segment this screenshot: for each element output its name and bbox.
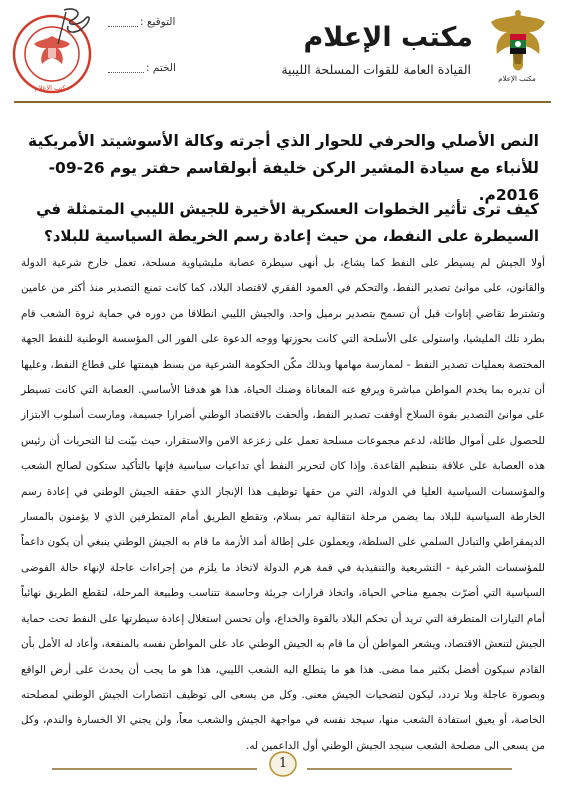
document-title: النص الأصلي والحرفي للحوار الذي أجرته وكالة الأسوشيتد الأمريكية للأنباء مع سيادة المشير الركن خليفة أبولقاسم حفتر يوم 26-09-2016م. xyxy=(28,132,539,204)
office-subtitle: القيادة العامة للقوات المسلحة الليبية xyxy=(281,62,471,77)
interview-answer: أولا الجيش لم يسيطر على النفط كما يشاع، بل أنهى سيطرة عصابة مليشياوية مسلحة، تعمل خارج شرعية الدولة والقانون، على موانئ تصدير النفط، والتحكم في العمود الفقري لاقتصاد البلاد، كما كانت تمنع التصدير منذ أكثر من عامين وتشترط تقاضي إتاوات قبل أن تسمح بتصدير برميل واحد. والجيش الليبي انطلاقا من دوره في حماية ثروة الشعب قام بطرد تلك المليشيا، واستولى على الأسلحة التي كانت بحوزتها ووجه الدعوة على الفور الى المؤسسة الوطنية للنفط الجهة المختصة بعمليات تصدير النفط - لممارسة مهامها وبذلك مكّن الحكومة الشرعية من بسط هيمنتها على قطاع النفط، وعليها أن تديره بما يخدم المواطن مباشرة ويرفع عنه المعاناة وضنك الحياة، هذا هو هدفنا الأساسي. العصابة التي كانت تسيطر على موانئ التصدير بقوة السلاح أوقفت تصدير النفط، وألحقت بالاقتصاد الوطني أضرارا جسيمة، ومارست أسلوب الابتزاز للحصول على أموال طائلة، لدعم مجموعات مسلحة تعمل على زعزعة الامن والاستقرار، حيث بيّنت لنا التحريات أن رئيس هذه العصابة على علاقة بتنظيم القاعدة. وإذا كان لتحرير النفط أي تداعيات سياسية فإنها بالتأكيد ستكون لصالح الشعب والمؤسسات السياسية العليا في الدولة، التي من حقها توظيف هذا الإنجاز الذي حققه الجيش الوطني في إعادة رسم الخارطة السياسية للبلاد بما يضمن مرحلة انتقالية تمر بسلام، وتقطع الطريق أمام المتطرفين الذي لا يؤمنون بالمسار الديمقراطي والتبادل السلمي على السلطة، ويعملون على إطالة أمد الأزمة ما قام به الجيش الوطني ينبغي أن يكون داعماً للمؤسسات الشرعية - التشريعية والتنفيذية في قمة هرم الدولة لاتخاذ ما يلزم من إجراءات عاجلة لإنهاء حالة الفوضى السياسية التي أضرّت بجميع مناحي الحياة، واتخاذ قرارات جريئة وحاسمة تتناسب وطبيعة المرحلة، لتقطع الطريق نهائياً أمام التيارات المتطرفة التي تريد أن تحكم البلاد بالقوة والخداع، وأن تحسن استغلال إعادة سيطرتها على النفط تحت حماية الجيش لتنعش الاقتصاد، ويشعر المواطن أن ما قام به الجيش الوطني عاد على المواطن نفسه بالمنفعة، وأعاد له الأمل بأن القادم سيكون أفضل بكثير مما مضى. هذا هو ما يتطلع اليه الشعب الليبي، هذا هو ما يجب أن يحدث على أرض الواقع وبصورة عاجلة وبلا تردد، ليكون لتضحيات الجيش معنى. وكل من يسعى الى توظيف انتصارات الجيش الوطني لمصلحته الخاصة، أو يعيق استفادة الشعب منها، سيجد نفسه في مواجهة الجيش والشعب معاً، ولن يجني الا الخسارة والندم، وكل من يسعى الى مصلحة الشعب سيجد الجيش الوطني أول الداعمين له. xyxy=(21,257,545,752)
signature-line xyxy=(108,26,138,27)
stamp-line xyxy=(108,72,144,73)
signature-label: التوقيع : xyxy=(140,16,176,28)
office-title: مكتب الإعلام xyxy=(303,22,473,53)
emblem-caption: مكتب الإعلام xyxy=(498,75,536,83)
svg-text:مكتب الإعلام: مكتب الإعلام xyxy=(34,84,70,92)
interview-question: كيف ترى تأثير الخطوات العسكرية الأخيرة للجيش الليبي المتمثلة في السيطرة على النفط، من حيث إعادة رسم الخريطة السياسية للبلاد؟ xyxy=(36,200,539,245)
page-number: 1 xyxy=(278,756,288,771)
official-stamp-icon xyxy=(6,4,98,96)
army-emblem-icon xyxy=(487,8,549,78)
stamp-label: الختم : xyxy=(146,62,176,74)
header-rule xyxy=(14,101,551,103)
letterhead xyxy=(0,0,565,100)
